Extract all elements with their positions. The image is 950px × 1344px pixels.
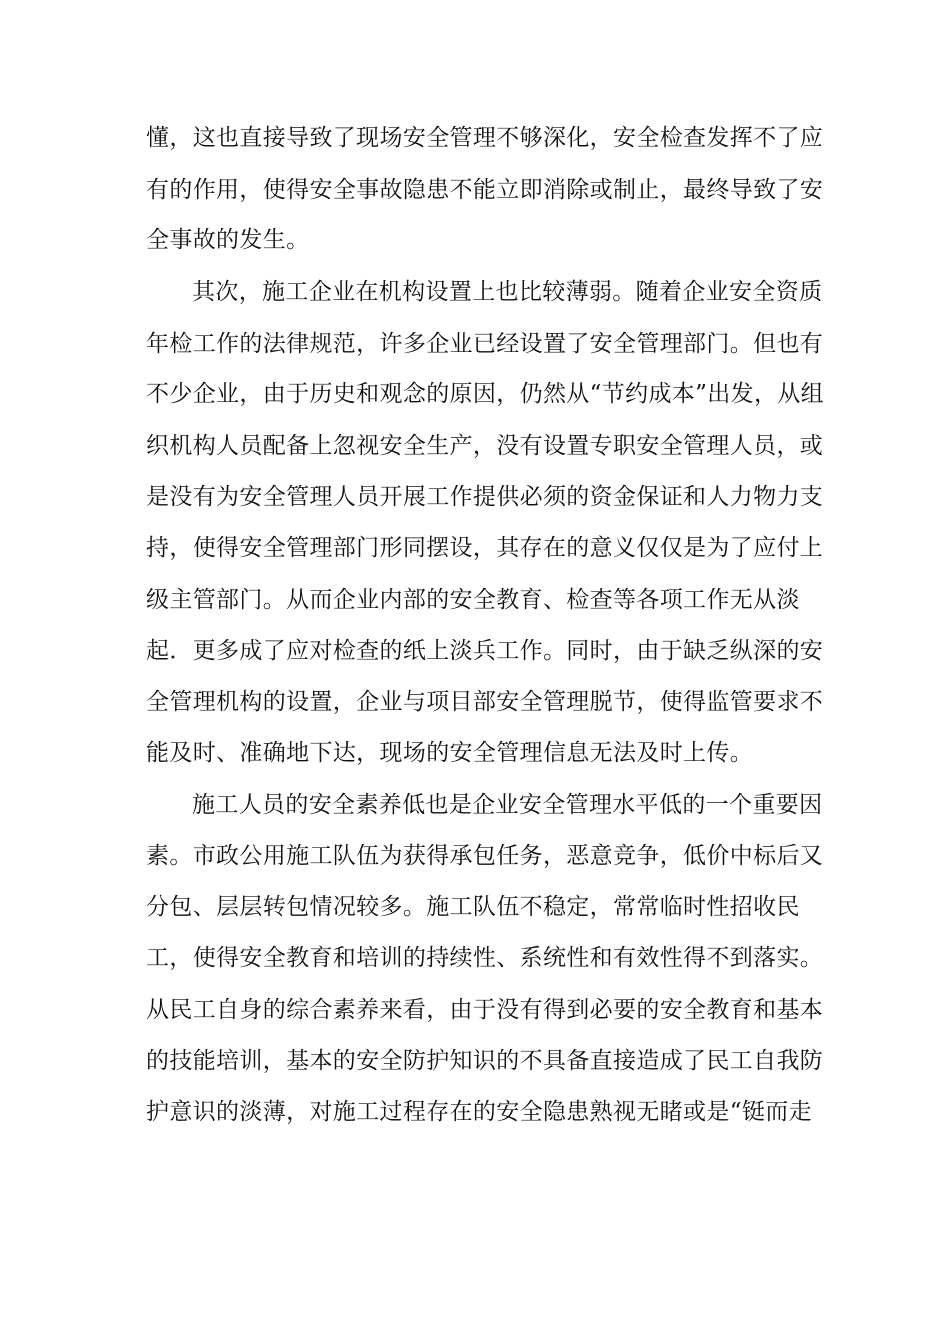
- text-line: 不少企业，由于历史和观念的原因，仍然从“节约成本”出发，从组: [146, 381, 825, 407]
- text-line: 能及时、准确地下达，现场的安全管理信息无法及时上传。: [146, 740, 754, 766]
- text-line: 工，使得安全教育和培训的持续性、系统性和有效性得不到落实。: [146, 945, 824, 971]
- text-line: 持，使得安全管理部门形同摆设，其存在的意义仅仅是为了应付上: [146, 535, 824, 561]
- text-line: 级主管部门。从而企业内部的安全教育、检查等各项工作无从淡: [146, 587, 800, 613]
- text-line: 起．更多成了应对检查的纸上淡兵工作。同时，由于缺乏纵深的安: [146, 638, 824, 664]
- text-line: 是没有为安全管理人员开展工作提供必须的资金保证和人力物力支: [146, 484, 824, 510]
- text-line: 护意识的淡薄，对施工过程存在的安全隐患熟视无睹或是“铤而走: [146, 1099, 812, 1125]
- text-line: 分包、层层转包情况较多。施工队伍不稳定，常常临时性招收民: [146, 894, 800, 920]
- text-line: 全管理机构的设置，企业与项目部安全管理脱节，使得监管要求不: [146, 689, 824, 715]
- text-line: 的技能培训，基本的安全防护知识的不具备直接造成了民工自我防: [146, 1048, 824, 1074]
- text-line: 年检工作的法律规范，许多企业已经设置了安全管理部门。但也有: [146, 331, 824, 357]
- text-line: 懂，这也直接导致了现场安全管理不够深化，安全检查发挥不了应: [146, 125, 824, 151]
- paragraph-start-line: 其次，施工企业在机构设置上也比较薄弱。随着企业安全资质: [192, 279, 823, 305]
- text-line: 有的作用，使得安全事故隐患不能立即消除或制止，最终导致了安: [146, 177, 824, 203]
- text-line: 织机构人员配备上忽视安全生产，没有设置专职安全管理人员，或: [146, 433, 824, 459]
- text-line: 素。市政公用施工队伍为获得承包任务，恶意竞争，低价中标后又: [146, 843, 824, 869]
- text-line: 从民工自身的综合素养来看，由于没有得到必要的安全教育和基本: [146, 997, 824, 1023]
- text-line: 全事故的发生。: [146, 227, 310, 253]
- paragraph-start-line: 施工人员的安全素养低也是企业安全管理水平低的一个重要因: [192, 792, 823, 818]
